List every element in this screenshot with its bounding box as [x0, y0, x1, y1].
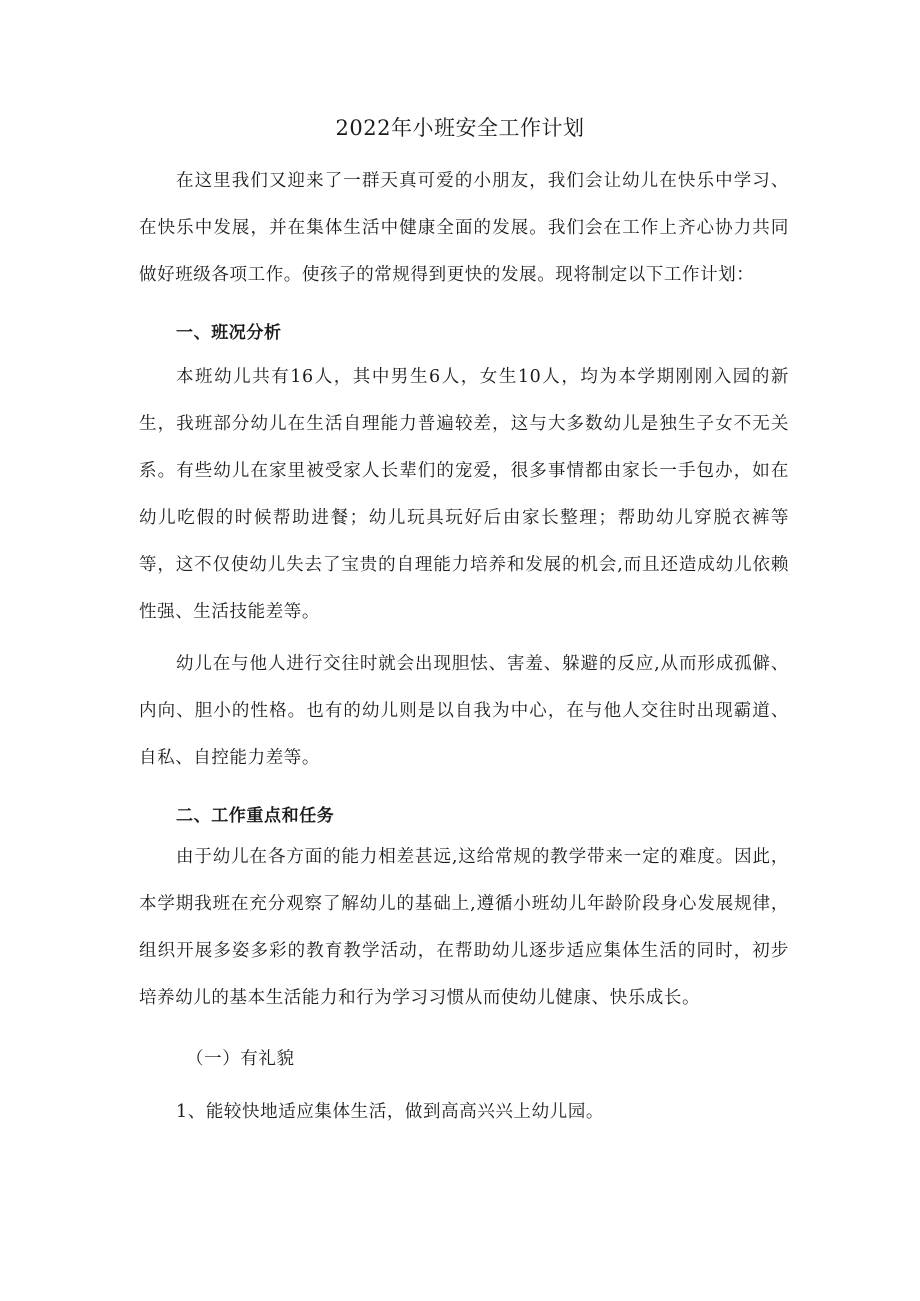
key-tasks-paragraph: 由于幼儿在各方面的能力相差甚远,这给常规的教学带来一定的难度。因此，本学期我班在充分观察了解幼儿的基础上,遵循小班幼儿年龄阶段身心发展规律，组织开展多姿多彩的教育教学活动，在帮助幼儿逐步适应集体生活的同时，初步培养幼儿的基本生活能力和行为学习习惯从而使幼儿健康、快乐成长。: [139, 847, 789, 1008]
document-title: 2022年小班安全工作计划: [335, 116, 585, 140]
list-item-1: 1、能较快地适应集体生活，做到高高兴兴上幼儿园。: [176, 1102, 605, 1122]
subheading-politeness: （一）有礼貌: [186, 1049, 295, 1069]
class-analysis-paragraph-1: 本班幼儿共有16人，其中男生6人，女生10人，均为本学期刚刚入园的新生，我班部分幼儿在生活自理能力普遍较差，这与大多数幼儿是独生子女不无关系。有些幼儿在家里被受家人长辈们的宠爱，很多事情都由家长一手包办，如在幼儿吃假的时候帮助进餐；幼儿玩具玩好后由家长整理；帮助幼儿穿脱衣裤等等，这不仅使幼儿失去了宝贵的自理能力培养和发展的机会,而且还造成幼儿依赖性强、生活技能差等。: [139, 367, 789, 622]
section-heading-class-analysis: 一、班况分析: [176, 323, 282, 343]
section-heading-key-tasks: 二、工作重点和任务: [176, 806, 335, 826]
intro-paragraph: 在这里我们又迎来了一群天真可爱的小朋友，我们会让幼儿在快乐中学习、在快乐中发展，并在集体生活中健康全面的发展。我们会在工作上齐心协力共同做好班级各项工作。使孩子的常规得到更快的发展。现将制定以下工作计划：: [139, 171, 789, 285]
class-analysis-paragraph-2: 幼儿在与他人进行交往时就会出现胆怯、害羞、躲避的反应,从而形成孤僻、内向、胆小的性格。也有的幼儿则是以自我为中心，在与他人交往时出现霸道、自私、自控能力差等。: [139, 654, 789, 768]
